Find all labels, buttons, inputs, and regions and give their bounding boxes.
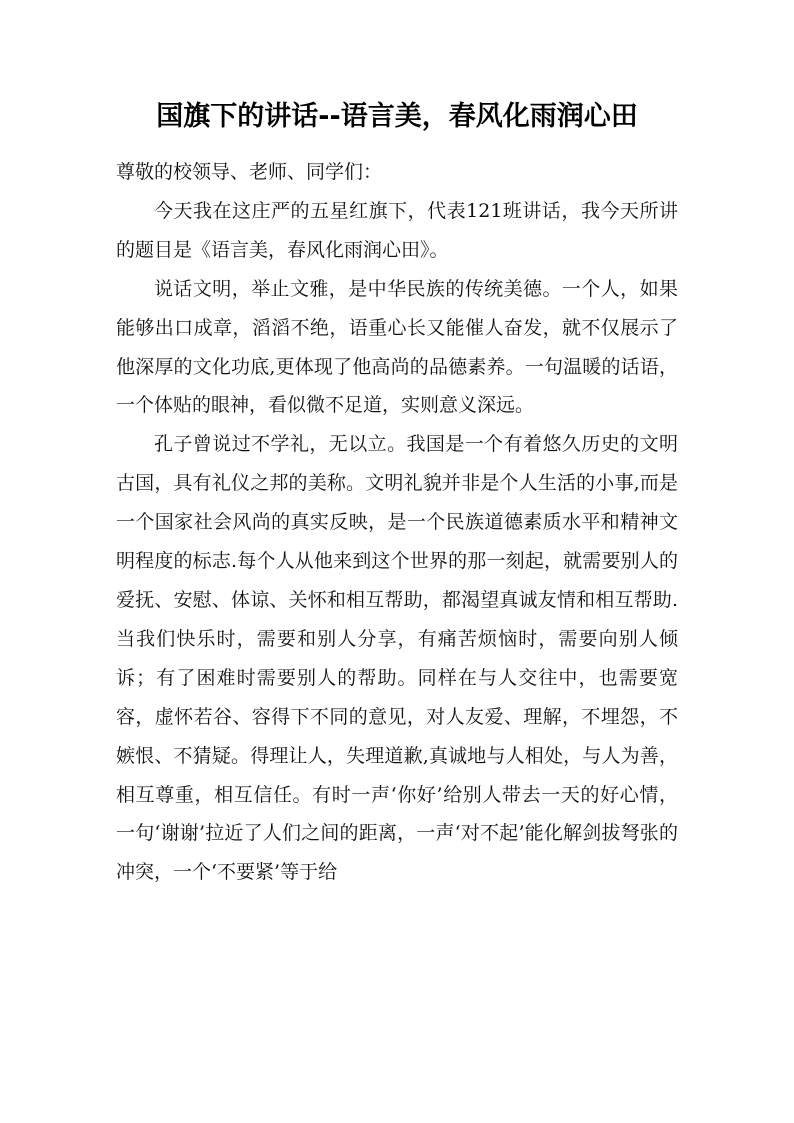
document-body xyxy=(116,153,678,892)
paragraph-3: 孔子曾说过不学礼，无以立。我国是一个有着悠久历史的文明古国，具有礼仪之邦的美称。文明礼貌并非是个人生活的小事,而是一个国家社会风尚的真实反映，是一个民族道德素质水平和精神文明程度的标志.每个人从他来到这个世界的那一刻起，就需要别人的爱抚、安慰、体谅、关怀和相互帮助，都渴望真诚友情和相互帮助.当我们快乐时，需要和别人分享，有痛苦烦恼时，需要向别人倾诉；有了困难时需要别人的帮助。同样在与人交往中，也需要宽容，虚怀若谷、容得下不同的意见，对人友爱、理解，不埋怨，不嫉恨、不猜疑。得理让人，失理道歉,真诚地与人相处，与人为善，相互尊重，相互信任。有时一声‘你好’给别人带去一天的好心情，一句‘谢谢’拉近了人们之间的距离，一声‘对不起’能化解剑拔弩张的冲突，一个‘不要紧’等于给 xyxy=(116,433,678,884)
salutation: 尊敬的校领导、老师、同学们： xyxy=(116,161,383,183)
paragraph-2: 说话文明，举止文雅，是中华民族的传统美德。一个人，如果能够出口成章，滔滔不绝，语重心长又能催人奋发，就不仅展示了他深厚的文化功底,更体现了他高尚的品德素养。一句温暖的话语，一个体贴的眼神，看似微不足道，实则意义深远。 xyxy=(116,277,678,417)
paragraph-1: 今天我在这庄严的五星红旗下，代表121班讲话，我今天所讲的题目是《语言美，春风化雨润心田》。 xyxy=(116,199,678,261)
document-title: 国旗下的讲话--语言美，春风化雨润心田 xyxy=(156,101,638,132)
